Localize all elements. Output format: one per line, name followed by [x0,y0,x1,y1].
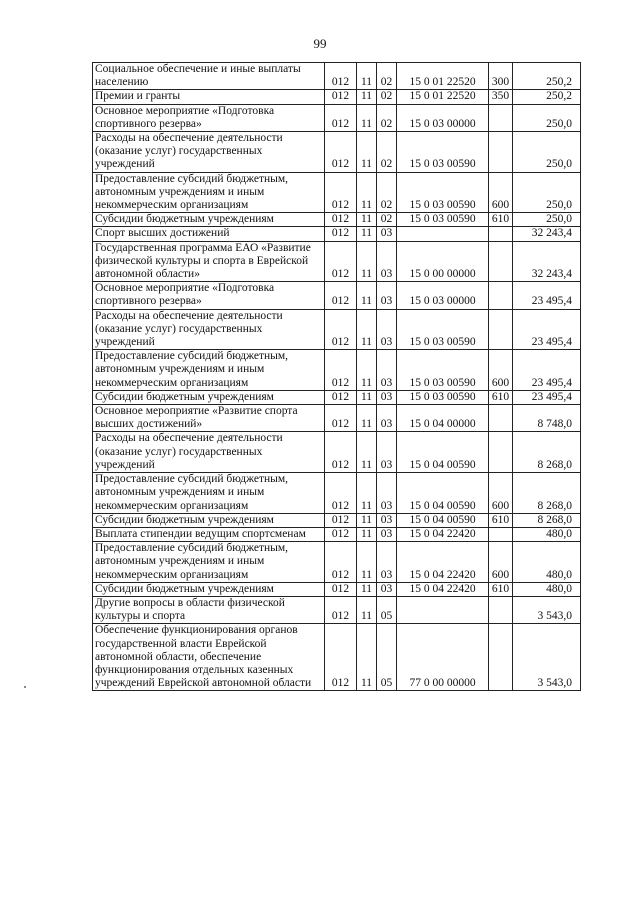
row-name-cell: Обеспечение функционирования органов государственной власти Еврейской автономной области, обеспечение функционирования отдельных казенных учреждений Еврейской автономной области [93,624,325,691]
row-rz-cell: 11 [357,527,377,541]
scan-dot [24,686,26,688]
row-pr-cell: 03 [377,582,397,596]
row-vr-cell [489,309,513,350]
row-rz-cell: 11 [357,90,377,104]
row-csr-cell: 15 0 01 22520 [397,63,489,90]
budget-table [92,62,581,691]
row-vr-cell [489,432,513,473]
row-csr-cell: 15 0 04 00590 [397,513,489,527]
row-csr-cell: 15 0 03 00590 [397,172,489,213]
table-row [93,624,581,691]
row-rz-cell: 11 [357,350,377,391]
row-vr-cell [489,132,513,173]
row-csr-cell: 15 0 01 22520 [397,90,489,104]
row-vr-cell: 350 [489,90,513,104]
row-rz-cell: 11 [357,309,377,350]
row-ved-cell: 012 [325,513,357,527]
row-name-cell: Предоставление субсидий бюджетным, автономным учреждениям и иным некоммерческим организациям [93,350,325,391]
row-rz-cell: 11 [357,432,377,473]
page-number: 99 [313,36,327,51]
row-ved-cell: 012 [325,282,357,309]
table-row [93,241,581,282]
row-pr-cell: 02 [377,132,397,173]
table-row [93,432,581,473]
row-csr-cell: 15 0 03 00590 [397,213,489,227]
row-sum-cell: 8 268,0 [513,473,581,514]
row-sum-cell: 480,0 [513,542,581,583]
row-rz-cell: 11 [357,542,377,583]
row-sum-cell: 250,0 [513,104,581,131]
row-name-cell: Предоставление субсидий бюджетным, автономным учреждениям и иным некоммерческим организациям [93,473,325,514]
row-rz-cell: 11 [357,132,377,173]
row-sum-cell: 23 495,4 [513,350,581,391]
row-pr-cell: 03 [377,309,397,350]
row-name-cell: Субсидии бюджетным учреждениям [93,513,325,527]
row-sum-cell: 250,2 [513,63,581,90]
row-vr-cell: 610 [489,390,513,404]
table-row [93,132,581,173]
row-ved-cell: 012 [325,390,357,404]
row-vr-cell: 610 [489,513,513,527]
row-rz-cell: 11 [357,513,377,527]
row-vr-cell: 610 [489,213,513,227]
row-name-cell: Социальное обеспечение и иные выплаты населению [93,63,325,90]
row-ved-cell: 012 [325,473,357,514]
row-sum-cell: 23 495,4 [513,282,581,309]
row-csr-cell: 15 0 00 00000 [397,241,489,282]
row-sum-cell: 250,0 [513,132,581,173]
row-csr-cell: 77 0 00 00000 [397,624,489,691]
row-csr-cell: 15 0 03 00000 [397,104,489,131]
row-name-cell: Субсидии бюджетным учреждениям [93,582,325,596]
row-vr-cell: 600 [489,473,513,514]
row-pr-cell: 03 [377,227,397,241]
row-pr-cell: 02 [377,104,397,131]
row-pr-cell: 05 [377,624,397,691]
table-row [93,513,581,527]
row-vr-cell [489,282,513,309]
row-pr-cell: 03 [377,350,397,391]
row-vr-cell [489,624,513,691]
row-vr-cell [489,227,513,241]
row-pr-cell: 02 [377,63,397,90]
row-ved-cell: 012 [325,542,357,583]
row-name-cell: Расходы на обеспечение деятельности (оказание услуг) государственных учреждений [93,132,325,173]
row-name-cell: Предоставление субсидий бюджетным, автономным учреждениям и иным некоммерческим организациям [93,172,325,213]
row-vr-cell [489,596,513,623]
row-rz-cell: 11 [357,241,377,282]
row-csr-cell: 15 0 04 00000 [397,405,489,432]
row-ved-cell: 012 [325,596,357,623]
table-row [93,582,581,596]
row-csr-cell: 15 0 04 22420 [397,542,489,583]
table-row [93,227,581,241]
row-vr-cell: 300 [489,63,513,90]
row-sum-cell: 32 243,4 [513,227,581,241]
row-vr-cell [489,405,513,432]
row-name-cell: Расходы на обеспечение деятельности (оказание услуг) государственных учреждений [93,309,325,350]
row-pr-cell: 03 [377,432,397,473]
row-rz-cell: 11 [357,63,377,90]
row-ved-cell: 012 [325,582,357,596]
table-row [93,527,581,541]
row-sum-cell: 250,2 [513,90,581,104]
row-pr-cell: 03 [377,473,397,514]
table-row [93,63,581,90]
table-row [93,90,581,104]
row-name-cell: Субсидии бюджетным учреждениям [93,213,325,227]
table-row [93,172,581,213]
budget-table-body [93,63,581,691]
row-vr-cell [489,104,513,131]
table-row [93,405,581,432]
row-csr-cell [397,227,489,241]
row-ved-cell: 012 [325,527,357,541]
row-rz-cell: 11 [357,104,377,131]
row-sum-cell: 3 543,0 [513,624,581,691]
row-ved-cell: 012 [325,309,357,350]
row-pr-cell: 05 [377,596,397,623]
row-name-cell: Субсидии бюджетным учреждениям [93,390,325,404]
row-pr-cell: 03 [377,513,397,527]
row-pr-cell: 02 [377,213,397,227]
row-name-cell: Выплата стипендии ведущим спортсменам [93,527,325,541]
row-vr-cell: 600 [489,172,513,213]
row-rz-cell: 11 [357,624,377,691]
table-row [93,390,581,404]
row-sum-cell: 250,0 [513,213,581,227]
row-vr-cell [489,527,513,541]
row-sum-cell: 480,0 [513,582,581,596]
row-rz-cell: 11 [357,213,377,227]
row-vr-cell: 610 [489,582,513,596]
row-rz-cell: 11 [357,596,377,623]
row-sum-cell: 23 495,4 [513,309,581,350]
row-name-cell: Основное мероприятие «Подготовка спортивного резерва» [93,104,325,131]
row-pr-cell: 02 [377,172,397,213]
table-row [93,282,581,309]
row-ved-cell: 012 [325,405,357,432]
row-csr-cell: 15 0 03 00590 [397,390,489,404]
row-csr-cell: 15 0 04 22420 [397,527,489,541]
row-ved-cell: 012 [325,227,357,241]
row-sum-cell: 480,0 [513,527,581,541]
row-pr-cell: 03 [377,390,397,404]
row-name-cell: Спорт высших достижений [93,227,325,241]
row-pr-cell: 03 [377,542,397,583]
row-pr-cell: 03 [377,282,397,309]
row-name-cell: Основное мероприятие «Подготовка спортивного резерва» [93,282,325,309]
row-ved-cell: 012 [325,432,357,473]
row-rz-cell: 11 [357,172,377,213]
row-rz-cell: 11 [357,473,377,514]
row-ved-cell: 012 [325,90,357,104]
row-rz-cell: 11 [357,405,377,432]
row-csr-cell: 15 0 03 00590 [397,309,489,350]
row-rz-cell: 11 [357,282,377,309]
row-name-cell: Премии и гранты [93,90,325,104]
row-sum-cell: 32 243,4 [513,241,581,282]
row-name-cell: Государственная программа ЕАО «Развитие физической культуры и спорта в Еврейской автономной области» [93,241,325,282]
row-rz-cell: 11 [357,227,377,241]
row-ved-cell: 012 [325,132,357,173]
row-csr-cell: 15 0 03 00590 [397,132,489,173]
row-ved-cell: 012 [325,350,357,391]
row-sum-cell: 23 495,4 [513,390,581,404]
table-row [93,542,581,583]
row-vr-cell: 600 [489,350,513,391]
row-sum-cell: 8 748,0 [513,405,581,432]
row-ved-cell: 012 [325,624,357,691]
row-rz-cell: 11 [357,582,377,596]
row-name-cell: Расходы на обеспечение деятельности (оказание услуг) государственных учреждений [93,432,325,473]
row-sum-cell: 8 268,0 [513,432,581,473]
row-vr-cell: 600 [489,542,513,583]
row-sum-cell: 250,0 [513,172,581,213]
row-pr-cell: 03 [377,527,397,541]
row-ved-cell: 012 [325,213,357,227]
row-sum-cell: 8 268,0 [513,513,581,527]
row-csr-cell: 15 0 03 00590 [397,350,489,391]
table-row [93,213,581,227]
row-pr-cell: 02 [377,90,397,104]
row-csr-cell: 15 0 04 22420 [397,582,489,596]
table-row [93,309,581,350]
row-pr-cell: 03 [377,405,397,432]
table-row [93,350,581,391]
row-sum-cell: 3 543,0 [513,596,581,623]
table-row [93,104,581,131]
row-ved-cell: 012 [325,241,357,282]
table-row [93,473,581,514]
budget-table-container [92,62,580,691]
row-ved-cell: 012 [325,172,357,213]
row-name-cell: Другие вопросы в области физической культуры и спорта [93,596,325,623]
row-csr-cell: 15 0 03 00000 [397,282,489,309]
row-ved-cell: 012 [325,63,357,90]
row-csr-cell: 15 0 04 00590 [397,473,489,514]
row-name-cell: Предоставление субсидий бюджетным, автономным учреждениям и иным некоммерческим организациям [93,542,325,583]
table-row [93,596,581,623]
row-csr-cell: 15 0 04 00590 [397,432,489,473]
row-rz-cell: 11 [357,390,377,404]
row-name-cell: Основное мероприятие «Развитие спорта высших достижений» [93,405,325,432]
row-ved-cell: 012 [325,104,357,131]
row-vr-cell [489,241,513,282]
row-csr-cell [397,596,489,623]
row-pr-cell: 03 [377,241,397,282]
